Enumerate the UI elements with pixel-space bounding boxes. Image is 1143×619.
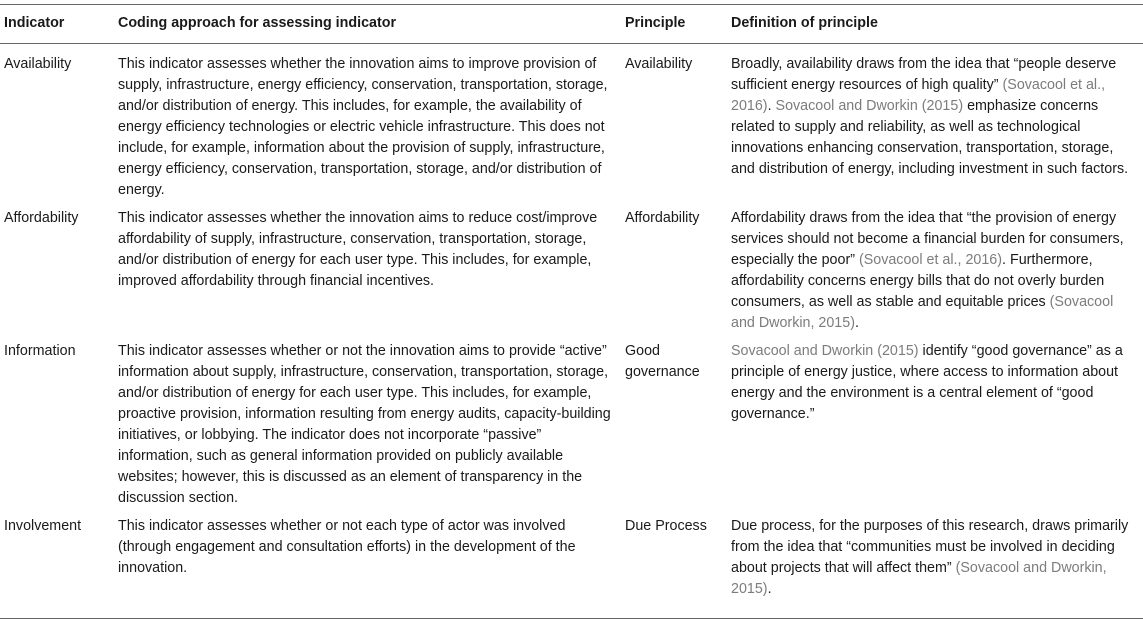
definition-text: identify “good governance” as a principle of energy justice, where access to information about energy and the environment is a central element of “good governance.”: [731, 343, 1123, 422]
cell-definition: [725, 512, 1143, 619]
cell-coding-approach: This indicator assesses whether the innovation aims to improve provision of supply, infrastructure, energy efficiency, conservation, transportation, storage, and/or distribution of energy. This includes, for example, the availability of energy efficiency technologies or electric vehicle infrastructure. This does not include, for example, information about the provision of supply, infrastructure, energy efficiency, conservation, transportation, storage, and/or distribution of energy.: [118, 56, 608, 198]
cell-principle: Affordability: [625, 210, 700, 226]
table-body: [0, 44, 1143, 619]
table-row: [0, 204, 1143, 337]
cell-principle: Due Process: [625, 518, 707, 534]
table-row: [0, 44, 1143, 205]
cell-principle: Good governance: [625, 343, 700, 380]
cell-coding-approach: This indicator assesses whether or not each type of actor was involved (through engagement and consultation efforts) in the development of the innovation.: [118, 518, 576, 576]
cell-indicator: Affordability: [4, 210, 79, 226]
definition-text: emphasize concerns related to supply and reliability, as well as technological innovations enhancing conservation, transportation, storage, and distribution of energy, including investment in such factors.: [731, 98, 1129, 177]
header-principle: Principle: [619, 5, 725, 44]
header-row: [0, 5, 1143, 44]
cell-definition: [725, 44, 1143, 205]
citation-text[interactable]: Sovacool and Dworkin (2015): [775, 98, 964, 114]
header-indicator: Indicator: [0, 5, 112, 44]
cell-indicator: Involvement: [4, 518, 82, 534]
cell-definition: [725, 337, 1143, 512]
table-row: [0, 337, 1143, 512]
cell-indicator: Information: [4, 343, 76, 359]
cell-principle: Availability: [625, 56, 693, 72]
header-definition: Definition of principle: [725, 5, 1143, 44]
citation-text[interactable]: Sovacool and Dworkin (2015): [731, 343, 919, 359]
indicator-principle-table: [0, 4, 1143, 619]
header-coding-approach: Coding approach for assessing indicator: [112, 5, 619, 44]
cell-indicator: Availability: [4, 56, 72, 72]
table-header: [0, 5, 1143, 44]
definition-text: .: [767, 581, 772, 597]
cell-definition: [725, 204, 1143, 337]
definition-text: Affordability draws from the idea that “the provision of energy services should not become a financial burden for consumers, especially the poor”: [731, 210, 1124, 268]
definition-text: . Furthermore, affordability concerns energy bills that do not overly burden consumers, as well as stable and equitable prices: [731, 252, 1105, 310]
citation-text[interactable]: (Sovacool et al., 2016): [858, 252, 1003, 268]
definition-text: Due process, for the purposes of this research, draws primarily from the idea that “communities must be involved in deciding about projects that will affect them”: [731, 518, 1129, 576]
definition-text: .: [767, 98, 776, 114]
table-row: [0, 512, 1143, 619]
citation-text[interactable]: (Sovacool et al., 2016): [731, 77, 1106, 114]
cell-coding-approach: This indicator assesses whether the innovation aims to reduce cost/improve affordability of supply, infrastructure, conservation, transportation, storage, and/or distribution of energy for each user type. This includes, for example, improved affordability through financial incentives.: [118, 210, 598, 289]
definition-text: Broadly, availability draws from the idea that “people deserve sufficient energy resources of high quality”: [731, 56, 1117, 93]
citation-text[interactable]: (Sovacool and Dworkin, 2015): [731, 294, 1114, 331]
citation-text[interactable]: (Sovacool and Dworkin, 2015): [731, 560, 1107, 597]
definition-text: .: [854, 315, 859, 331]
cell-coding-approach: This indicator assesses whether or not the innovation aims to provide “active” information about supply, infrastructure, conservation, transportation, storage, and/or distribution of energy for each user type. This includes, for example, proactive provision, information resulting from energy audits, capacity-building initiatives, or lobbying. The indicator does not incorporate “passive” information, such as general information provided on publicly available websites; however, this is discussed as an element of transparency in the discussion section.: [118, 343, 611, 506]
